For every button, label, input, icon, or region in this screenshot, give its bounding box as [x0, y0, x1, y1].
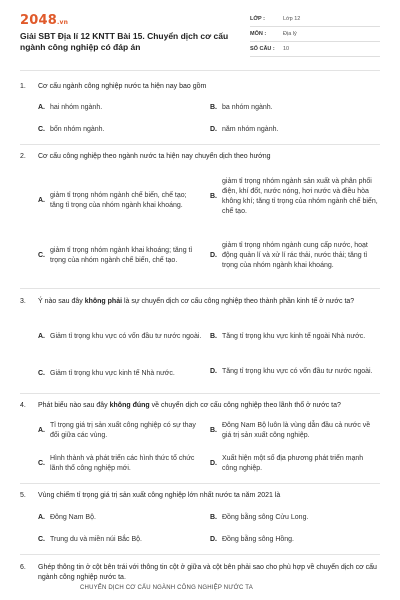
answer-option[interactable]: [210, 453, 378, 475]
question-number: 2.: [20, 153, 26, 160]
divider: [20, 393, 380, 394]
option-text: Đồng bằng sông Cửu Long.: [222, 514, 309, 521]
option-letter: C.: [38, 460, 45, 467]
question-number: 1.: [20, 83, 26, 90]
answer-option[interactable]: [210, 513, 375, 523]
meta-label: LỚP :: [250, 16, 265, 22]
meta-value: Lớp 12: [283, 16, 301, 22]
document-title: Giải SBT Địa lí 12 KNTT Bài 15. Chuyển dịch cơ cấu ngành công nghiệp có đáp án: [20, 31, 229, 52]
option-letter: B.: [210, 514, 217, 521]
option-letter: A.: [38, 514, 45, 521]
option-text: Tăng tỉ trọng khu vực có vốn đầu tư nước ngoài.: [222, 368, 373, 375]
logo-text: 2048: [20, 13, 57, 28]
option-text: năm nhóm ngành.: [222, 126, 279, 133]
option-letter: B.: [210, 427, 217, 434]
question-emphasis: không đúng: [109, 402, 150, 409]
answer-option[interactable]: [38, 420, 203, 442]
option-letter: C.: [38, 252, 45, 259]
answer-option[interactable]: [210, 232, 378, 280]
question-text-part: Cơ cấu công nghiệp theo ngành nước ta hiện nay chuyển dịch theo hướng: [38, 153, 271, 160]
option-letter: A.: [38, 333, 45, 340]
option-letter: C.: [38, 536, 45, 543]
answer-option[interactable]: [210, 535, 375, 545]
question-text: [38, 563, 380, 583]
option-text: Hình thành và phát triển các hình thức tổ chức lãnh thổ công nghiệp mới.: [50, 455, 195, 472]
option-text: Đông Nam Bộ.: [50, 514, 96, 521]
answer-option[interactable]: [38, 236, 198, 276]
answer-option[interactable]: [210, 420, 378, 442]
option-text: Trung du và miền núi Bắc Bộ.: [50, 536, 142, 543]
meta-label: MÔN :: [250, 31, 267, 37]
question-stem: [20, 297, 380, 307]
option-text: Đồng bằng sông Hồng.: [222, 536, 294, 543]
question-number: 6.: [20, 564, 26, 571]
option-letter: C.: [38, 126, 45, 133]
option-letter: B.: [210, 193, 217, 200]
option-text: Giảm tỉ trọng khu vực có vốn đầu tư nước ngoài.: [50, 333, 202, 340]
question-text-part: Ghép thông tin ở cột bên trái với thông tin cột ở giữa và cột bên phải sao cho phù hợp về chuyển dịch cơ cấu ngành công nghiệp nước ta.: [38, 564, 377, 581]
meta-label: SỐ CÂU :: [250, 46, 275, 52]
question-text: [38, 152, 380, 162]
option-letter: D.: [210, 368, 217, 375]
divider: [20, 144, 380, 145]
answer-option[interactable]: [38, 326, 203, 348]
option-text: giảm tỉ trọng nhóm ngành sản xuất và phân phối điện, khí đốt, nước nóng, hơi nước và điều hòa không khí; tăng tỉ trọng của nhóm ngành chế biến, chế tạo.: [222, 178, 378, 215]
question-text: [38, 82, 380, 92]
answer-option[interactable]: [210, 103, 375, 113]
option-letter: B.: [210, 333, 217, 340]
question-text-part: là sự chuyển dịch cơ cấu công nghiệp theo thành phần kinh tế ở nước ta?: [122, 298, 355, 305]
divider: [20, 483, 380, 484]
option-text: bốn nhóm ngành.: [50, 126, 105, 133]
question-stem: [20, 82, 380, 92]
option-letter: C.: [38, 370, 45, 377]
question-stem: [20, 491, 380, 501]
question-number: 4.: [20, 402, 26, 409]
answer-option[interactable]: [38, 363, 203, 385]
question-stem: [20, 152, 380, 162]
question-emphasis: không phải: [84, 298, 123, 305]
question-number: 5.: [20, 492, 26, 499]
question-text: [38, 491, 380, 501]
meta-row-subject: [250, 27, 380, 42]
table-caption: CHUYỂN DỊCH CƠ CẤU NGÀNH CÔNG NGHIỆP NƯỚC TA: [80, 585, 253, 591]
option-text: giảm tỉ trọng nhóm ngành chế biến, chế tạo; tăng tỉ trọng của nhóm ngành khai khoáng.: [50, 192, 187, 209]
question-stem: [20, 401, 380, 411]
option-letter: D.: [210, 126, 217, 133]
option-text: giảm tỉ trọng nhóm ngành cung cấp nước, hoạt động quản lí và xử lí rác thải, nước thải; tăng tỉ trọng của nhóm ngành khai khoáng.: [222, 242, 368, 269]
answer-option[interactable]: [210, 326, 375, 348]
option-text: Tăng tỉ trọng khu vực kinh tế ngoài Nhà nước.: [222, 333, 366, 340]
meta-row-class: [250, 12, 380, 27]
option-text: hai nhóm ngành.: [50, 104, 103, 111]
option-letter: A.: [38, 427, 45, 434]
divider: [20, 554, 380, 555]
question-text: [38, 401, 380, 411]
answer-option[interactable]: [210, 361, 375, 383]
answer-option[interactable]: [210, 171, 378, 223]
meta-row-question-count: [250, 42, 380, 57]
page-header: [0, 0, 400, 66]
answer-option[interactable]: [38, 125, 198, 135]
option-text: Đông Nam Bộ luôn là vùng dẫn đầu cả nước về giá trị sản xuất công nghiệp.: [222, 422, 371, 439]
question-text-part: về chuyển dịch cơ cấu công nghiệp theo lãnh thổ ở nước ta?: [149, 402, 341, 409]
option-text: Giảm tỉ trọng khu vực kinh tế Nhà nước.: [50, 370, 175, 377]
meta-value: Địa lý: [283, 31, 297, 37]
option-letter: A.: [38, 104, 45, 111]
option-text: Tỉ trọng giá trị sản xuất công nghiệp có sự thay đổi giữa các vùng.: [50, 422, 196, 439]
meta-value: 10: [283, 46, 290, 52]
question-text-part: Vùng chiếm tỉ trọng giá trị sản xuất công nghiệp lớn nhất nước ta năm 2021 là: [38, 492, 281, 499]
question-stem: [20, 563, 380, 583]
divider: [20, 70, 380, 71]
option-text: giảm tỉ trọng nhóm ngành khai khoáng; tăng tỉ trọng của nhóm ngành chế biến, chế tạo.: [50, 247, 193, 264]
question-text: [38, 297, 380, 307]
question-text-part: Cơ cấu ngành công nghiệp nước ta hiện nay bao gồm: [38, 83, 207, 90]
option-letter: B.: [210, 104, 217, 111]
option-letter: A.: [38, 197, 45, 204]
meta-info-table: [250, 12, 380, 57]
answer-option[interactable]: [38, 513, 198, 523]
question-number: 3.: [20, 298, 26, 305]
logo-suffix: .vn: [56, 19, 69, 26]
answer-option[interactable]: [38, 103, 198, 113]
question-text-part: Phát biểu nào sau đây: [38, 402, 110, 409]
question-text-part: Ý nào sau đây: [38, 298, 85, 305]
option-letter: D.: [210, 252, 217, 259]
answer-option[interactable]: [210, 125, 375, 135]
answer-option[interactable]: [38, 180, 198, 222]
site-logo[interactable]: [20, 13, 68, 28]
option-text: ba nhóm ngành.: [222, 104, 273, 111]
answer-option[interactable]: [38, 453, 203, 475]
option-text: Xuất hiện một số địa phương phát triển mạnh công nghiệp.: [222, 455, 364, 472]
answer-option[interactable]: [38, 535, 198, 545]
divider: [20, 288, 380, 289]
option-letter: D.: [210, 460, 217, 467]
option-letter: D.: [210, 536, 217, 543]
